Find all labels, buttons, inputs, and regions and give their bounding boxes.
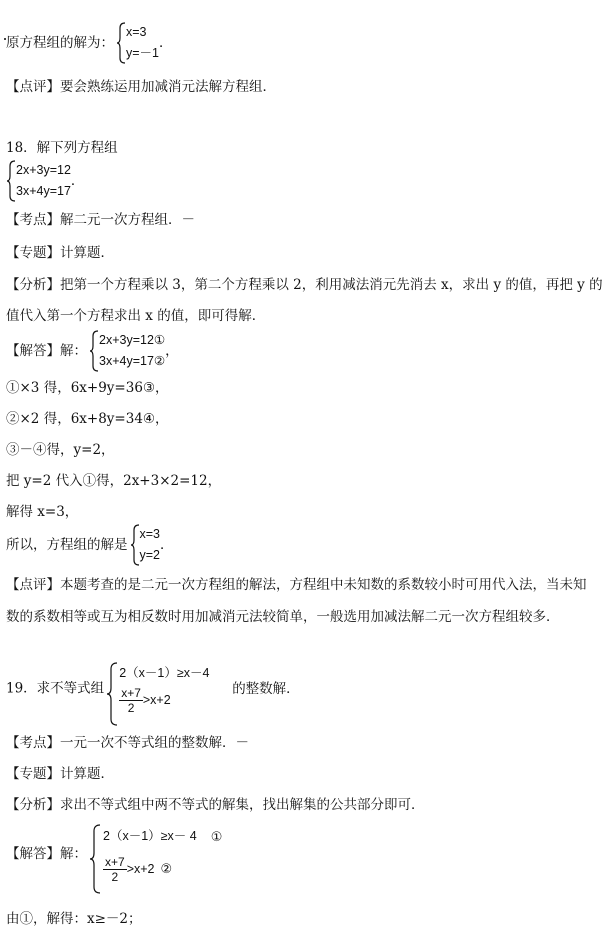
q18-jieda-label: 【解答】解： xyxy=(6,343,87,359)
q19-jieda-fraction-denominator: 2 xyxy=(111,869,119,884)
q18-system-line xyxy=(4,160,84,202)
q18-step-2: ②×2 得，6x+8y=34④， xyxy=(6,411,169,427)
q19-jieda-inequality-2-rest: >x+2 xyxy=(126,861,155,876)
q19-jieda-fraction-numerator: x+7 xyxy=(105,854,125,869)
q18-jieda-equation-1: 2x+3y=12① xyxy=(99,333,166,347)
brace-icon xyxy=(6,160,16,202)
q19-jieda-label: 【解答】解： xyxy=(6,845,87,862)
q19-jieda-inequality-2 xyxy=(103,855,222,884)
q18-jieda-equation-2: 3x+4y=17② xyxy=(99,354,166,368)
brace-icon xyxy=(130,524,140,566)
q19-fenxi: 【分析】求出不等式组中两不等式的解集，找出解集的公共部分即可． xyxy=(6,797,425,813)
q18-dianping-2: 数的系数相等或互为相反数时用加减消元法较简单，一般选用加减法解二元一次方程组较多． xyxy=(6,609,560,625)
q19-fraction-denominator: 2 xyxy=(127,701,135,715)
q18-conclusion-end: ． xyxy=(160,537,174,553)
q18-zhuanti: 【专题】计算题． xyxy=(6,245,114,261)
q18-jieda-end: ， xyxy=(165,343,179,359)
q19-inequality-2 xyxy=(119,686,232,715)
q19-inequality-system xyxy=(106,662,232,715)
top-solution-y: y=－1 xyxy=(126,46,160,60)
q19-inequality-2-rest: >x+2 xyxy=(142,692,171,707)
q18-conclusion-x: x=3 xyxy=(139,527,161,541)
q19-title-end: 的整数解． xyxy=(232,680,300,697)
top-solution-system xyxy=(116,22,159,64)
q19-step-1: 由①，解得：x≥－2； xyxy=(6,911,142,927)
q19-jieda-inequality-1 xyxy=(103,824,222,849)
brace-icon xyxy=(89,330,99,372)
q19-jieda-mark-2: ② xyxy=(160,861,173,877)
q18-conclusion-label: 所以，方程组的解是 xyxy=(6,537,128,553)
q19-jieda-system xyxy=(89,824,222,884)
q18-conclusion-y: y=2 xyxy=(139,548,161,562)
q18-system-end: ． xyxy=(70,173,85,189)
brace-icon xyxy=(89,824,101,894)
q19-inequality-1: 2（x－1）≥x－4 xyxy=(119,666,210,680)
q18-jieda-line xyxy=(6,330,179,372)
top-answer-line xyxy=(6,22,173,64)
q18-conclusion-system xyxy=(130,524,161,566)
top-solution-x: x=3 xyxy=(126,25,147,39)
brace-icon xyxy=(116,22,126,64)
q18-step-4: 把 y=2 代入①得，2x+3×2=12， xyxy=(6,473,222,489)
q18-step-3: ③－④得，y=2， xyxy=(6,442,115,458)
brace-icon xyxy=(106,662,118,726)
q18-kaodian: 【考点】解二元一次方程组．－ xyxy=(6,212,195,228)
q18-step-5: 解得 x=3， xyxy=(6,504,79,520)
q18-system xyxy=(6,160,71,202)
top-solution-end: ． xyxy=(159,35,173,51)
q19-jieda-mark-1: ① xyxy=(210,828,223,844)
q19-fraction-numerator: x+7 xyxy=(121,686,141,700)
q19-fraction xyxy=(119,686,143,715)
top-comment: 【点评】要会熟练运用加减消元法解方程组． xyxy=(6,79,276,95)
q19-title: 19．求不等式组 xyxy=(6,680,105,697)
q19-jieda-fraction xyxy=(103,855,127,884)
q18-jieda-system xyxy=(89,330,165,372)
q19-jieda-line xyxy=(6,824,222,884)
q18-equation-1: 2x+3y=12 xyxy=(16,163,71,177)
q19-kaodian: 【考点】一元一次不等式组的整数解．－ xyxy=(6,735,249,751)
q18-title: 18．解下列方程组 xyxy=(6,140,118,156)
q19-zhuanti: 【专题】计算题． xyxy=(6,766,114,782)
q19-title-line xyxy=(6,662,300,715)
q19-jieda-inequality-1-text: 2（x－1）≥x－ 4 xyxy=(103,829,197,843)
q18-step-1: ①×3 得，6x+9y=36③， xyxy=(6,380,169,396)
q18-conclusion-line xyxy=(6,524,174,566)
q18-dianping-1: 【点评】本题考查的是二元一次方程组的解法，方程组中未知数的系数较小时可用代入法，当未知 xyxy=(6,577,587,593)
q18-fenxi-1: 【分析】把第一个方程乘以 3，第二个方程乘以 2，利用减法消元先消去 x，求出 y 的值，再把 y 的 xyxy=(6,277,603,293)
top-answer-label: 原方程组的解为： xyxy=(6,35,114,51)
q18-equation-2: 3x+4y=17 xyxy=(16,184,71,198)
q18-fenxi-2: 值代入第一个方程求出 x 的值，即可得解． xyxy=(6,308,266,324)
